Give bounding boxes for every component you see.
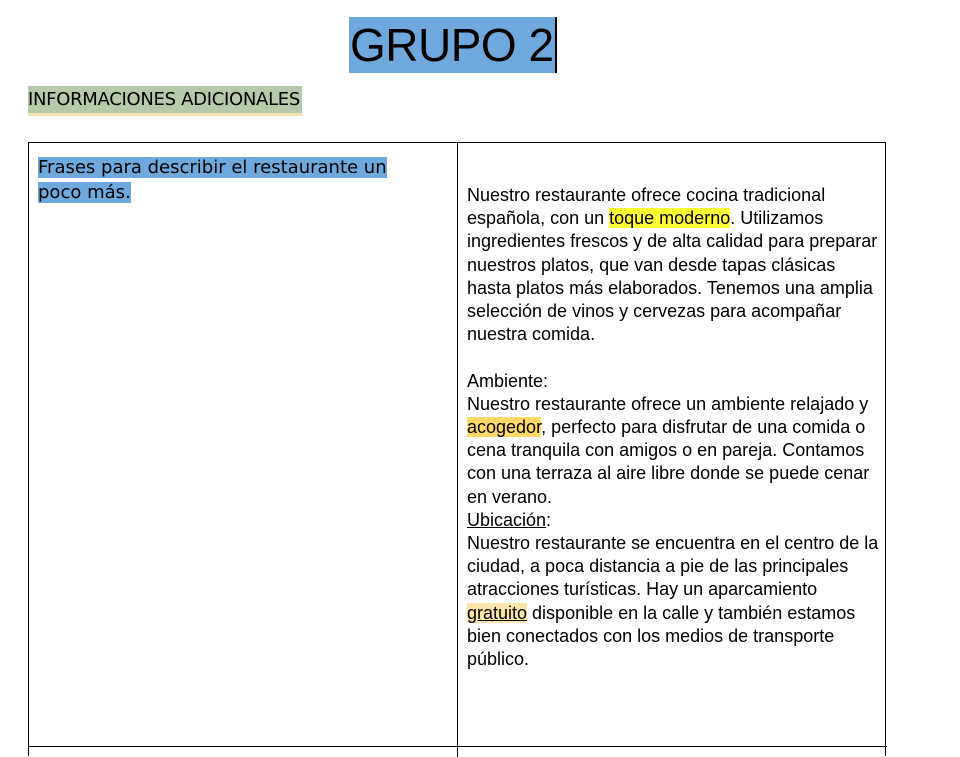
ambiente-text-1: Nuestro restaurante ofrece un ambiente relajado y: [467, 393, 869, 414]
highlight-toque-moderno: toque moderno: [609, 208, 731, 229]
table-cell-label[interactable]: [38, 155, 430, 205]
section-subtitle: INFORMACIONES ADICIONALES: [28, 86, 302, 116]
table-cell-content[interactable]: [467, 184, 879, 671]
text-cursor: [555, 17, 557, 73]
highlight-gratuito: gratuito: [467, 602, 528, 623]
description-text-1: Nuestro restaurante ofrece cocina tradicional española, con un: [467, 185, 826, 229]
document-title: [349, 17, 557, 73]
ubicacion-text-2: disponible en la calle y también estamos bien conectados con los medios de transporte público.: [467, 602, 856, 670]
description-text-2: . Utilizamos ingredientes frescos y de alta calidad para preparar nuestros platos, que van desde tapas clásicas hasta platos más elaborados. Tenemos una amplia selección de vinos y cervezas para acompañar nuestra comida.: [467, 208, 878, 345]
table-column-divider: [457, 143, 458, 757]
title-text: GRUPO 2: [350, 19, 554, 71]
label-text: Frases para describir el restaurante un poco más.: [38, 157, 387, 203]
description-paragraph: [467, 184, 879, 346]
ubicacion-heading: [467, 509, 879, 532]
ambiente-paragraph: [467, 393, 879, 509]
ubicacion-heading-text: Ubicación: [467, 509, 547, 530]
highlight-acogedor: acogedor: [467, 417, 542, 438]
ambiente-heading: Ambiente:: [467, 370, 549, 391]
ambiente-text-2: , perfecto para disfrutar de una comida o cena tranquila con amigos o en pareja. Contamos con una terraza al aire libre donde se puede cenar en verano.: [467, 417, 870, 507]
table-row-divider: [29, 746, 887, 747]
ubicacion-colon: :: [546, 509, 552, 530]
info-table: [28, 142, 886, 756]
ubicacion-paragraph: [467, 532, 879, 671]
ubicacion-text-1: Nuestro restaurante se encuentra en el centro de la ciudad, a poca distancia a pie de las principales atracciones turísticas. Hay un aparcamiento: [467, 533, 879, 600]
